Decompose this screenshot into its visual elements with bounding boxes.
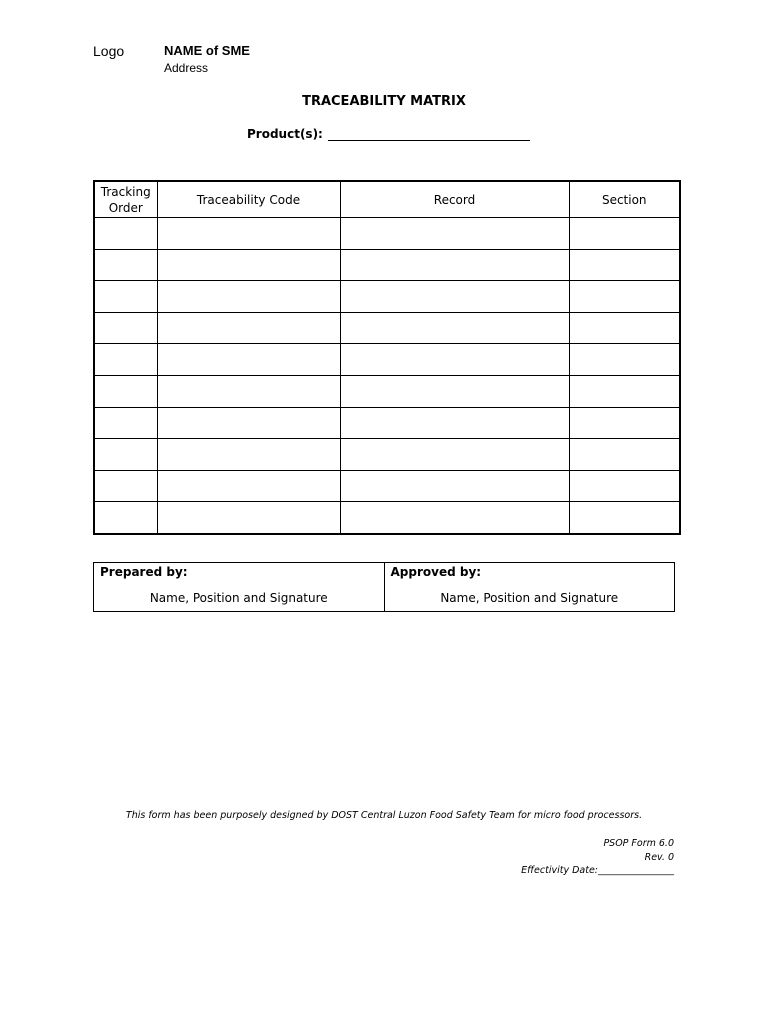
- table-cell[interactable]: [340, 470, 569, 502]
- table-cell[interactable]: [340, 502, 569, 534]
- table-cell[interactable]: [340, 407, 569, 439]
- table-cell[interactable]: [157, 218, 340, 250]
- table-cell[interactable]: [94, 249, 157, 281]
- table-cell[interactable]: [94, 312, 157, 344]
- footer-note: This form has been purposely designed by DOST Central Luzon Food Safety Team for micro food processors.: [125, 810, 643, 821]
- effectivity-date: Effectivity Date:________________: [521, 865, 674, 876]
- col-traceability-code: Traceability Code: [157, 181, 340, 218]
- table-cell[interactable]: [94, 375, 157, 407]
- table-row: [94, 312, 680, 344]
- form-revision: Rev. 0: [644, 851, 674, 863]
- table-cell[interactable]: [569, 218, 680, 250]
- table-row: [94, 344, 680, 376]
- prepared-by-subtitle: Name, Position and Signature: [149, 591, 328, 605]
- approved-by-subtitle: Name, Position and Signature: [440, 591, 619, 605]
- table-cell[interactable]: [94, 344, 157, 376]
- sme-name: NAME of SME: [164, 43, 250, 58]
- table-cell[interactable]: [94, 218, 157, 250]
- product-field[interactable]: [328, 126, 530, 141]
- table-header-row: [94, 181, 680, 218]
- table-cell[interactable]: [157, 281, 340, 313]
- table-cell[interactable]: [157, 502, 340, 534]
- table-cell[interactable]: [157, 439, 340, 471]
- prepared-by-cell[interactable]: [94, 563, 385, 612]
- table-cell[interactable]: [569, 439, 680, 471]
- table-cell[interactable]: [340, 281, 569, 313]
- page-title: TRACEABILITY MATRIX: [302, 94, 466, 109]
- table-cell[interactable]: [157, 470, 340, 502]
- table-cell[interactable]: [94, 439, 157, 471]
- table-cell[interactable]: [157, 249, 340, 281]
- table-cell[interactable]: [569, 375, 680, 407]
- table-cell[interactable]: [569, 502, 680, 534]
- col-tracking-order: Tracking Order: [94, 181, 157, 218]
- table-row: [94, 218, 680, 250]
- table-cell[interactable]: [569, 249, 680, 281]
- approved-by-cell[interactable]: [384, 563, 675, 612]
- col-record: Record: [340, 181, 569, 218]
- table-cell[interactable]: [340, 375, 569, 407]
- table-cell[interactable]: [340, 439, 569, 471]
- table-cell[interactable]: [340, 344, 569, 376]
- table-row: [94, 439, 680, 471]
- table-cell[interactable]: [569, 281, 680, 313]
- table-row: [94, 375, 680, 407]
- table-cell[interactable]: [94, 281, 157, 313]
- table-cell[interactable]: [340, 218, 569, 250]
- table-cell[interactable]: [569, 407, 680, 439]
- form-number: PSOP Form 6.0: [603, 838, 674, 849]
- sme-address: Address: [164, 61, 209, 75]
- table-cell[interactable]: [157, 375, 340, 407]
- table-cell[interactable]: [157, 344, 340, 376]
- table-row: [94, 407, 680, 439]
- prepared-by-label: Prepared by:: [100, 565, 188, 579]
- table-cell[interactable]: [340, 249, 569, 281]
- traceability-table: [93, 180, 681, 535]
- signature-table: [93, 562, 675, 612]
- logo-placeholder: Logo: [93, 43, 125, 59]
- table-row: [94, 470, 680, 502]
- table-cell[interactable]: [94, 502, 157, 534]
- table-row: [94, 502, 680, 534]
- product-label: Product(s):: [247, 127, 323, 141]
- table-cell[interactable]: [569, 312, 680, 344]
- col-section: Section: [569, 181, 680, 218]
- table-row: [94, 249, 680, 281]
- table-cell[interactable]: [94, 407, 157, 439]
- product-line: [247, 126, 530, 141]
- table-cell[interactable]: [157, 312, 340, 344]
- table-cell[interactable]: [157, 407, 340, 439]
- table-cell[interactable]: [94, 470, 157, 502]
- table-cell[interactable]: [569, 470, 680, 502]
- table-row: [94, 281, 680, 313]
- table-cell[interactable]: [340, 312, 569, 344]
- form-meta: [521, 837, 674, 878]
- approved-by-label: Approved by:: [390, 565, 482, 579]
- table-cell[interactable]: [569, 344, 680, 376]
